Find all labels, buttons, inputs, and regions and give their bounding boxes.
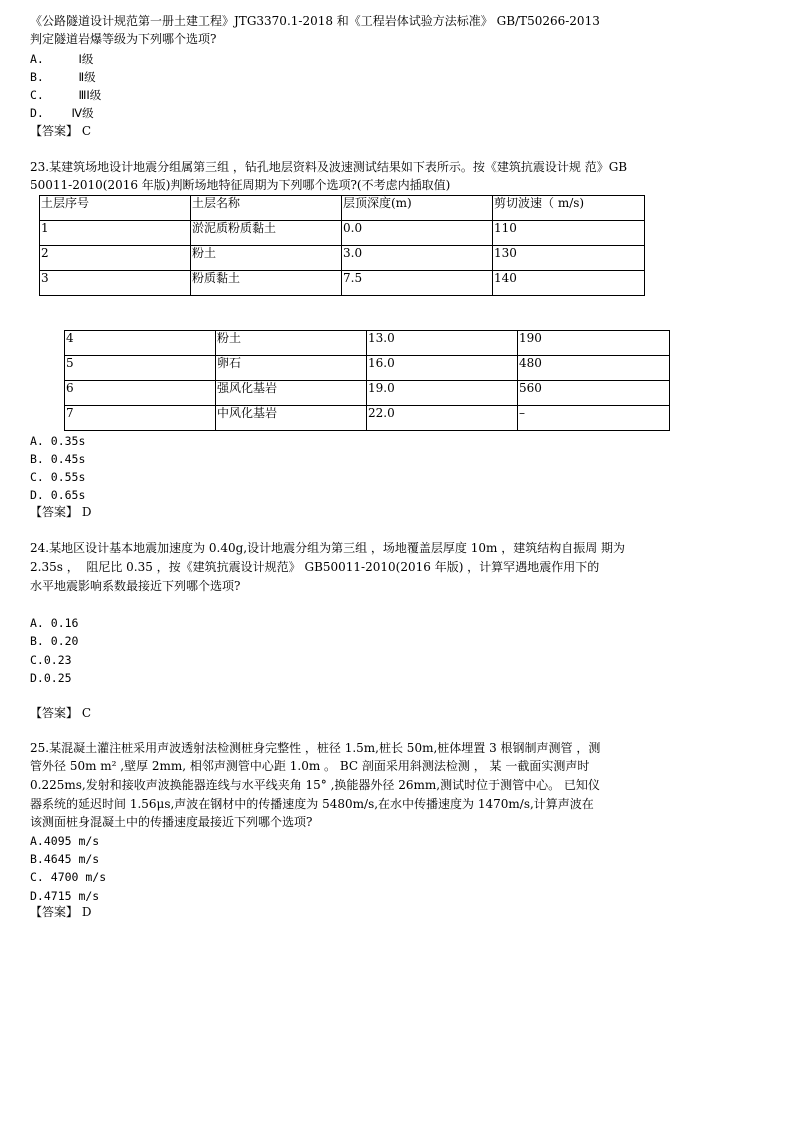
q22-option-c: C. ⅢⅠ级: [30, 88, 102, 102]
table-row: [65, 381, 670, 406]
table-cell: 粉土: [191, 246, 342, 271]
table-cell: 110: [493, 221, 645, 246]
q22-stem-line2: 判定隧道岩爆等级为下列哪个选项?: [30, 32, 217, 46]
q23-stem-line2: 50011-2010(2016 年版)判断场地特征周期为下列哪个选项?(不考虑内插取值): [30, 178, 451, 192]
table-cell: 19.0: [367, 381, 518, 406]
table-cell: 6: [65, 381, 216, 406]
q25-option-d: D.4715 m/s: [30, 889, 100, 903]
table-cell: 1: [40, 221, 191, 246]
q22-stem-line1: 《公路隧道设计规范第一册土建工程》JTG3370.1-2018 和《工程岩体试验方法标准》 GB/T50266-2013: [30, 14, 600, 28]
q23-option-a: A. 0.35s: [30, 434, 86, 448]
q22-option-a: A. Ⅰ级: [30, 52, 94, 66]
q22-answer: 【答案】 C: [30, 124, 91, 138]
q23-option-c: C. 0.55s: [30, 470, 86, 484]
q24-option-a: A. 0.16: [30, 616, 79, 630]
table-header-cell: 剪切波速（ m/s): [493, 196, 645, 221]
soil-table-part2: [64, 330, 670, 431]
table-cell: 560: [518, 381, 670, 406]
table-cell: 中风化基岩: [216, 406, 367, 431]
q22-option-b: B. Ⅱ级: [30, 70, 96, 84]
table-cell: 13.0: [367, 331, 518, 356]
q24-option-c: C.0.23: [30, 653, 72, 667]
q25-stem-line1: 25.某混凝土灌注桩采用声波透射法检测桩身完整性 ，桩径 1.5m,桩长 50m,桩体埋置 3 根钢制声测管 ，测: [30, 741, 601, 755]
q25-stem-line2: 管外径 50m m² ,壁厚 2mm, 相邻声测管中心距 1.0m 。 BC 剖面采用斜测法检测 ， 某 一截面实测声时: [30, 759, 590, 773]
table-cell: 22.0: [367, 406, 518, 431]
table-cell: 粉质黏土: [191, 271, 342, 296]
table-cell: 190: [518, 331, 670, 356]
table-cell: 强风化基岩: [216, 381, 367, 406]
q25-stem-line5: 该测面桩身混凝土中的传播速度最接近下列哪个选项?: [30, 815, 313, 829]
q23-option-b: B. 0.45s: [30, 452, 86, 466]
table-row: [40, 246, 645, 271]
table-row: [65, 356, 670, 381]
table-header-cell: 土层序号: [40, 196, 191, 221]
q25-option-a: A.4095 m/s: [30, 834, 100, 848]
q25-stem-line4: 器系统的延迟时间 1.56μs,声波在钢材中的传播速度为 5480m/s,在水中传播速度为 1470m/s,计算声波在: [30, 797, 594, 811]
table-row: [65, 331, 670, 356]
q22-option-d: D. Ⅳ级: [30, 106, 94, 120]
table-cell: 3: [40, 271, 191, 296]
table-cell: 130: [493, 246, 645, 271]
table-header-cell: 土层名称: [191, 196, 342, 221]
table-cell: 7: [65, 406, 216, 431]
q23-stem-line1: 23.某建筑场地设计地震分组属第三组 ，钻孔地层资料及波速测试结果如下表所示。按《建筑抗震设计规 范》GB: [30, 160, 628, 174]
q23-answer: 【答案】 D: [30, 505, 92, 519]
table-cell: 3.0: [342, 246, 493, 271]
table-cell: 4: [65, 331, 216, 356]
q24-stem-line2: 2.35s ， 阻尼比 0.35 ，按《建筑抗震设计规范》 GB50011-2010(2016 年版) ，计算罕遇地震作用下的: [30, 560, 600, 574]
soil-table-part1: [39, 195, 645, 296]
q25-answer: 【答案】 D: [30, 905, 92, 919]
q24-stem-line1: 24.某地区设计基本地震加速度为 0.40g,设计地震分组为第三组 ，场地覆盖层厚度 10m ，建筑结构自振周 期为: [30, 541, 626, 555]
table-cell: 480: [518, 356, 670, 381]
q24-option-d: D.0.25: [30, 671, 72, 685]
table-cell: 0.0: [342, 221, 493, 246]
table-row: [40, 271, 645, 296]
q25-stem-line3: 0.225ms,发射和接收声波换能器连线与水平线夹角 15° ,换能器外径 26mm,测试时位于测管中心。 已知仪: [30, 778, 600, 792]
table-header-cell: 层顶深度(m): [342, 196, 493, 221]
q24-stem-line3: 水平地震影响系数最接近下列哪个选项?: [30, 579, 241, 593]
table-cell: 5: [65, 356, 216, 381]
q25-option-b: B.4645 m/s: [30, 852, 100, 866]
table-row: [40, 221, 645, 246]
table-cell: 粉土: [216, 331, 367, 356]
table-cell: 卵石: [216, 356, 367, 381]
table-cell: 2: [40, 246, 191, 271]
table-cell: –: [518, 406, 670, 431]
q23-option-d: D. 0.65s: [30, 488, 86, 502]
table-cell: 16.0: [367, 356, 518, 381]
q24-answer: 【答案】 C: [30, 706, 91, 720]
table-cell: 140: [493, 271, 645, 296]
table-row: [65, 406, 670, 431]
q24-option-b: B. 0.20: [30, 634, 79, 648]
table-cell: 7.5: [342, 271, 493, 296]
table-header-row: [40, 196, 645, 221]
q25-option-c: C. 4700 m/s: [30, 870, 107, 884]
table-cell: 淤泥质粉质黏土: [191, 221, 342, 246]
